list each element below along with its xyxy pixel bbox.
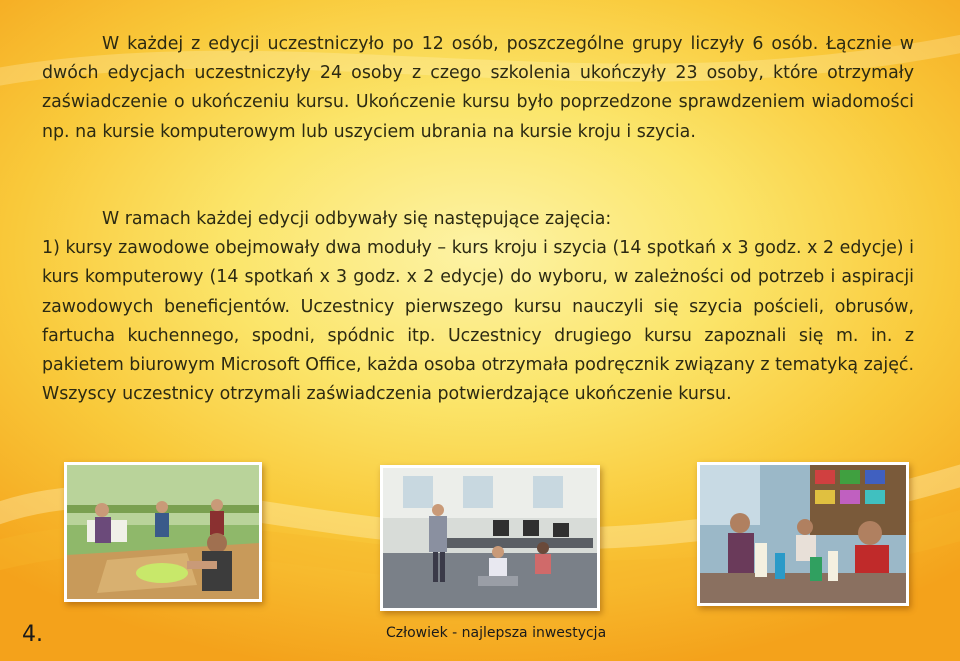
page-number: 4.	[22, 622, 43, 647]
computer-class-photo-icon	[383, 468, 597, 608]
footer-slogan: Człowiek - najlepsza inwestycja	[386, 625, 607, 641]
crafts-class-photo-icon	[700, 465, 906, 603]
computer-class-photo	[380, 465, 600, 611]
paragraph-3: 1) kursy zawodowe obejmowały dwa moduły – kurs kroju i szycia (14 spotkań x 3 godz. x 2 edycje) i kurs komputerowy (14 spotkań x 3 godz. x 2 edycje) do wyboru, w zależności od potrzeb i aspiracji zawodowych beneficjentów. Uczestnicy pierwszego kursu nauczyli się szycia pościeli, obrusów, fartucha kuchennego, spodni, spódnic itp. Uczestnicy drugiego kursu zapoznali się m. in. z pakietem biurowym Microsoft Office, każda osoba otrzymała podręcznik związany z tematyką zajęć. Wszyscy uczestnicy otrzymali zaświadczenia potwierdzające ukończenie kursu.	[42, 238, 914, 405]
paragraph-1: W każdej z edycji uczestniczyło po 12 osób, poszczególne grupy liczyły 6 osób. Łącznie w dwóch edycjach uczestniczyły 24 osoby z czego szkolenia ukończyły 23 osoby, które otrzymały zaświadczenie o ukończeniu kursu. Ukończenie kursu było poprzedzone sprawdzeniem wiadomości np. na kursie komputerowym lub uszyciem ubrania na kursie kroju i szycia.	[42, 34, 914, 142]
sewing-class-photo	[64, 462, 262, 602]
crafts-class-photo	[697, 462, 909, 606]
sewing-class-photo-icon	[67, 465, 259, 599]
paragraph-courses	[42, 205, 914, 409]
paragraph-2: W ramach każdej edycji odbywały się następujące zajęcia:	[102, 209, 612, 229]
paragraph-participants	[42, 30, 914, 147]
